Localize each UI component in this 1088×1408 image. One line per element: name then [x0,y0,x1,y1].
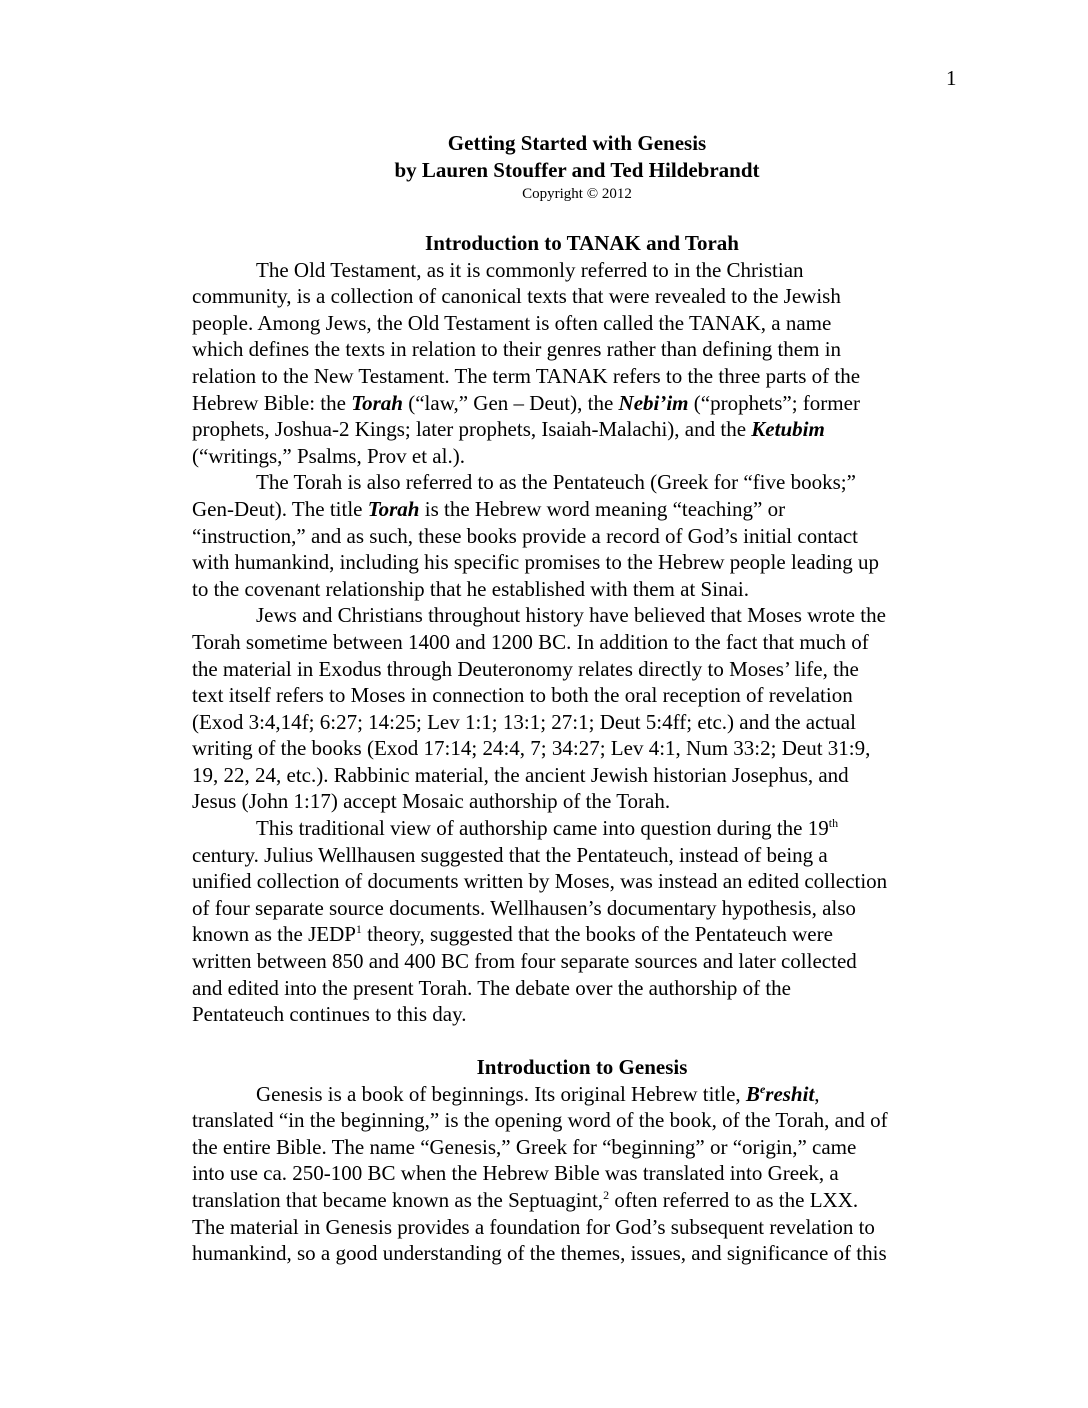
text-line: (“writings,” Psalms, Prov et al.). [192,443,465,468]
text-line: century. Julius Wellhausen suggested that the Pentateuch, instead of being a [192,842,828,867]
text-line: to the covenant relationship that he established with them at Sinai. [192,576,749,601]
document-header [192,130,962,203]
section-heading: Introduction to Genesis [476,1055,688,1079]
text-line: of four separate source documents. Wellhausen’s documentary hypothesis, also [192,895,856,920]
text-line: writing of the books (Exod 17:14; 24:4, 7; 34:27; Lev 4:1, Num 33:2; Deut 31:9, [192,736,871,761]
term-ketubim: Ketubim [751,417,825,442]
text-line: the entire Bible. The name “Genesis,” Greek for “beginning” or “origin,” came [192,1134,857,1159]
page-number: 1 [946,66,957,90]
text-line: This traditional view of authorship came into question during the 19th [256,816,839,841]
text-line: translated “in the beginning,” is the opening word of the book, of the Torah, and of [192,1108,888,1133]
copyright-notice: Copyright © 2012 [522,186,632,202]
term-bereshit: B [745,1081,760,1106]
text-line: and edited into the present Torah. The debate over the authorship of the [192,975,791,1000]
term-torah: Torah [351,390,403,415]
text-line: Pentateuch continues to this day. [192,1002,467,1027]
text-line: written between 850 and 400 BC from four separate sources and later collected [192,949,857,974]
term-torah: Torah [367,496,420,521]
text-line: (Exod 3:4,14f; 6:27; 14:25; Lev 1:1; 13:1; 27:1; Deut 5:4ff; etc.) and the actual [192,709,856,734]
text-line: prophets, Joshua-2 Kings; later prophets, Isaiah-Malachi), and the Ketubim [192,417,825,442]
text-line: with humankind, including his specific promises to the Hebrew people leading up [192,550,880,575]
term-nebiim: Nebi’im [618,390,689,415]
text-line: people. Among Jews, the Old Testament is often called the TANAK, a name [192,310,832,335]
text-line: Jesus (John 1:17) accept Mosaic authorship of the Torah. [192,789,671,814]
text-line: community, is a collection of canonical texts that were revealed to the Jewish [192,284,841,309]
text-line: text itself refers to Moses in connection to both the oral reception of revelation [192,683,853,708]
text-line: into use ca. 250-100 BC when the Hebrew Bible was translated into Greek, a [192,1161,839,1186]
text-line: The Torah is also referred to as the Pentateuch (Greek for “five books;” [256,470,856,495]
document-title: Getting Started with Genesis [447,131,707,155]
text-line: relation to the New Testament. The term TANAK refers to the three parts of the [192,363,861,388]
text-line: “instruction,” and as such, these books provide a record of God’s initial contact [192,523,858,548]
text-line: unified collection of documents written by Moses, was instead an edited collection [192,869,888,894]
section-genesis [192,1054,972,1267]
text-line: The Old Testament, as it is commonly referred to in the Christian [256,257,804,282]
document-authors: by Lauren Stouffer and Ted Hildebrandt [394,158,760,182]
text-line: Hebrew Bible: the Torah (“law,” Gen – Deut), the Nebi’im (“prophets”; former [192,390,860,415]
footnote-ref-1[interactable]: 1 [355,922,362,937]
text-line: translation that became known as the Septuagint,$^2$ often referred to as the LXX. [192,1187,859,1212]
text-line: humankind, so a good understanding of the themes, issues, and significance of this [192,1241,887,1266]
section-heading: Introduction to TANAK and Torah [425,231,739,255]
text-line: Jews and Christians throughout history have believed that Moses wrote the [256,603,886,628]
text-line: which defines the texts in relation to their genres rather than defining them in [192,337,842,362]
footnote-ref-2[interactable]: 2 [603,1187,610,1202]
text-line: known as the JEDP$^1$ theory, suggested that the books of the Pentateuch were [192,922,833,947]
text-line: Gen-Deut). The title Torah is the Hebrew word meaning “teaching” or [192,496,786,521]
text-line: The material in Genesis provides a foundation for God’s subsequent revelation to [192,1214,875,1239]
superscript-th: th [828,816,839,831]
section-tanak-torah [192,230,972,1028]
text-line: Torah sometime between 1400 and 1200 BC. In addition to the fact that much of [192,629,869,654]
text-line: the material in Exodus through Deuteronomy relates directly to Moses’ life, the [192,656,859,681]
text-line: 19, 22, 24, etc.). Rabbinic material, the ancient Jewish historian Josephus, and [192,762,849,787]
text-line: Genesis is a book of beginnings. Its original Hebrew title, $B^ereshit$, [256,1081,820,1106]
